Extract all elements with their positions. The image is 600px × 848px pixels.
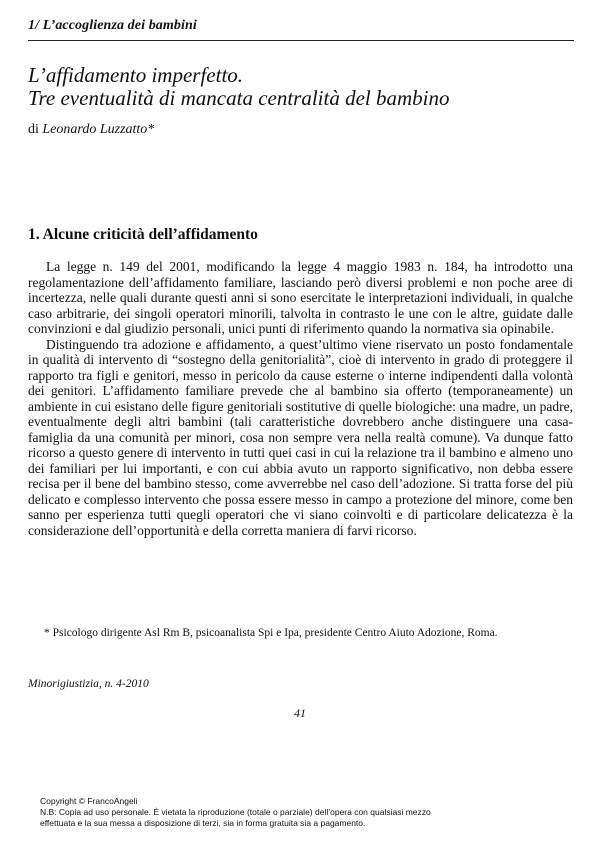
journal-citation: Minorigiustizia, n. 4-2010 [28, 678, 149, 690]
running-head: 1/ L’accoglienza dei bambini [28, 18, 197, 33]
footnote: * Psicologo dirigente Asl Rm B, psicoanalista Spi e Ipa, presidente Centro Aiuto Adozione, Roma. [44, 627, 498, 639]
title-line-2: Tre eventualità di mancata centralità del bambino [28, 86, 450, 110]
section-heading: 1. Alcune criticità dell’affidamento [28, 226, 258, 243]
copyright-notice [40, 796, 580, 829]
article-title [28, 64, 574, 110]
paragraph: Distinguendo tra adozione e affidamento, a quest’ultimo viene riservato un posto fondamentale in qualità di intervento di “sostegno della genitorialità”, cioè di intervento in grado di proteggere il rapporto tra figli e genitori, messo in pericolo da cause esterne o interne indipendenti dalla volontà dei genitori. L’affidamento familiare prevede che al bambino sia offerto (temporaneamente) un ambiente in cui esistano delle figure genitoriali sostitutive di quelle biologiche: una madre, un padre, eventualmente degli altri bambini (tali caratteristiche dovrebbero anche distinguere una casa-famiglia da una comunità per minori, cosa non sempre vera nella realtà comune). Va dunque fatto ricorso a questo genere di intervento in tutti quei casi in cui la relazione tra il bambino e almeno uno dei familiari per lui importanti, e con cui abbia avuto un rapporto significativo, non debba essere recisa per il bene del bambino stesso, come avverrebbe nel caso dell’adozione. Si tratta forse del più delicato e complesso intervento che possa essere messo in campo a protezione del minore, come ben sanno per esperienza tutti quegli operatori che vi siano coinvolti e di particolare delicatezza è la considerazione dell’opportunità e della corretta maniera di farvi ricorso. [28, 336, 573, 538]
copyright-line-1: Copyright © FrancoAngeli [40, 796, 138, 806]
byline [28, 122, 154, 138]
copyright-line-3: effettuata e la sua messa a disposizione di terzi, sia in forma gratuita sia a pagamento. [40, 818, 366, 828]
title-line-1: L’affidamento imperfetto. [28, 63, 244, 87]
header-rule [28, 40, 574, 41]
body-text [28, 259, 573, 538]
byline-prefix: di [28, 122, 43, 137]
copyright-line-2: N.B: Copia ad uso personale. È vietata la riproduzione (totale o parziale) dell’opera con qualsiasi mezzo [40, 807, 431, 817]
paragraph: La legge n. 149 del 2001, modificando la legge 4 maggio 1983 n. 184, ha introdotto una regolamentazione dell’affidamento familiare, lasciando però diversi problemi e non poche aree di incertezza, nelle quali durante questi anni si sono esercitate le interpretazioni individuali, in qualche caso arbitrarie, dei singoli operatori minorili, talvolta in contrasto le une con le altre, guidate dalle convinzioni e dal giudizio personali, unici punti di riferimento quando la normativa sia opinabile. [28, 259, 573, 336]
author-name: Leonardo Luzzatto* [42, 122, 155, 137]
page-number: 41 [294, 706, 306, 720]
